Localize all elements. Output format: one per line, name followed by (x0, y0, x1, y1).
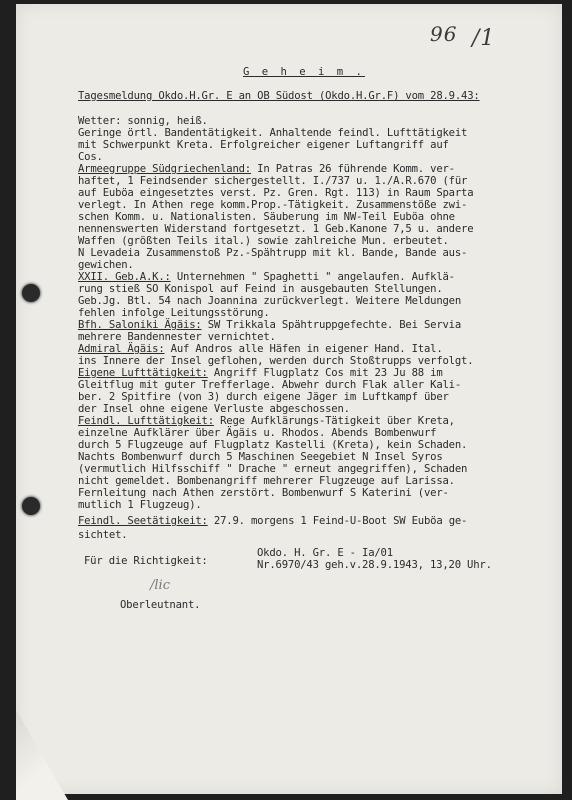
text-line: fehlen infolge Leitungsstörung. (78, 307, 270, 319)
section-label: Feindl. Seetätigkeit: (78, 515, 208, 527)
section-text: Rege Aufklärungs-Tätigkeit über Kreta, (213, 415, 455, 427)
text-line: schen Komm. u. Nationalisten. Säuberung im NW-Teil Euböa ohne (78, 211, 455, 223)
punch-hole-bottom (22, 497, 40, 515)
section-armeegruppe (78, 163, 455, 175)
section-feindl-lufttaetigkeit (78, 415, 455, 427)
text-line: gewichen. (78, 259, 134, 271)
section-text: SW Trikkala Spähtruppgefechte. Bei Servia (201, 319, 462, 331)
intro-line-3: mit Schwerpunkt Kreta. Erfolgreicher eigener Luftangriff auf (78, 139, 449, 151)
section-bfh-saloniki (78, 319, 461, 331)
intro-line-4: Cos. (78, 151, 103, 163)
text-line: ins Innere der Insel geflohen, werden durch Stoßtrupps verfolgt. (78, 355, 474, 367)
text-line: haftet, 1 Feindsender sichergestellt. I./737 u. 1./A.R.670 (für (78, 175, 468, 187)
section-text: Angriff Flugplatz Cos mit 23 Ju 88 im (207, 367, 443, 379)
text-line: durch 5 Flugzeuge auf Flugplatz Kastelli (Kreta), kein Schaden. (78, 439, 468, 451)
text-line: der Insel ohne eigene Verluste abgeschossen. (78, 403, 350, 415)
section-admiral-aegaeis (78, 343, 443, 355)
handwritten-mark: /1 (472, 26, 496, 51)
section-feindl-seetaetigkeit (78, 515, 467, 527)
text-line: N Levadeia Zusammenstoß Pz.-Spähtrupp mit kl. Bande, Bande aus- (78, 247, 468, 259)
section-label: Bfh. Saloniki Ägäis: (78, 319, 202, 331)
document-title: Tagesmeldung Okdo.H.Gr. E an OB Südost (Okdo.H.Gr.F) vom 28.9.43: (78, 90, 480, 102)
text-line: mutlich 1 Flugzeug). (78, 499, 202, 511)
text-line: Nachts Bombenwurf durch 5 Maschinen Seegebiet N Insel Syros (78, 451, 443, 463)
text-line: einzelne Aufklärer über Ägäis u. Rhodos. Abends Bombenwurf (78, 427, 437, 439)
punch-hole-top (22, 284, 40, 302)
text-line: Fernleitung nach Athen zerstört. Bombenwurf S Katerini (ver- (78, 487, 449, 499)
section-text: 27.9. morgens 1 Feind-U-Boot SW Euböa ge- (207, 515, 468, 527)
text-line: Waffen (größten Teils ital.) sowie zahlreiche Mun. erbeutet. (78, 235, 449, 247)
section-text: Unternehmen " Spaghetti " angelaufen. Aufklä- (170, 271, 455, 283)
section-eigene-lufttaetigkeit (78, 367, 443, 379)
text-line: Gleitflug mit guter Trefferlage. Abwehr durch Flak aller Kali- (78, 379, 462, 391)
text-line: nicht gemeldet. Bombenangriff mehrerer Flugzeuge auf Larissa. (78, 475, 455, 487)
text-line: (vermutlich Hilfsschiff " Drache " erneut angegriffen), Schaden (78, 463, 468, 475)
handwritten-signature: ∕lic (150, 578, 170, 593)
section-text: Auf Andros alle Häfen in eigener Hand. Ital. (164, 343, 443, 355)
text-line: rung stieß SO Konispol auf Feind in ausgebauten Stellungen. (78, 283, 443, 295)
classification-heading: G e h e i m . (243, 66, 365, 78)
reference-line-1: Okdo. H. Gr. E - Ia/01 (257, 547, 393, 559)
section-label: XXII. Geb.A.K.: (78, 271, 171, 283)
handwritten-page-number: 96 (430, 22, 458, 46)
section-text: In Patras 26 führende Komm. ver- (250, 163, 455, 175)
section-label: Admiral Ägäis: (78, 343, 165, 355)
section-xxii-geb-ak (78, 271, 455, 283)
text-line: mehrere Bandennester vernichtet. (78, 331, 276, 343)
text-line: auf Euböa eingesetztes verst. Pz. Gren. Rgt. 113) in Raum Sparta (78, 187, 474, 199)
signatory-rank: Oberleutnant. (120, 599, 201, 611)
text-line: verlegt. In Athen rege komm.Prop.-Tätigkeit. Zusammenstöße zwi- (78, 199, 468, 211)
intro-line-1: Wetter: sonnig, heiß. (78, 115, 208, 127)
section-label: Eigene Lufttätigkeit: (78, 367, 208, 379)
section-label: Armeegruppe Südgriechenland: (78, 163, 251, 175)
text-line: sichtet. (78, 529, 128, 541)
intro-line-2: Geringe örtl. Bandentätigkeit. Anhaltende feindl. Lufttätigkeit (78, 127, 468, 139)
text-line: Geb.Jg. Btl. 54 nach Joannina zurückverlegt. Weitere Meldungen (78, 295, 462, 307)
text-line: nennenswerten Widerstand fortgesetzt. 1 Geb.Kanone 7,5 u. andere (78, 223, 474, 235)
certification-label: Für die Richtigkeit: (84, 555, 208, 567)
reference-line-2: Nr.6970/43 geh.v.28.9.1943, 13,20 Uhr. (257, 559, 492, 571)
section-label: Feindl. Lufttätigkeit: (78, 415, 214, 427)
text-line: ber. 2 Spitfire (von 3) durch eigene Jäger im Luftkampf über (78, 391, 449, 403)
